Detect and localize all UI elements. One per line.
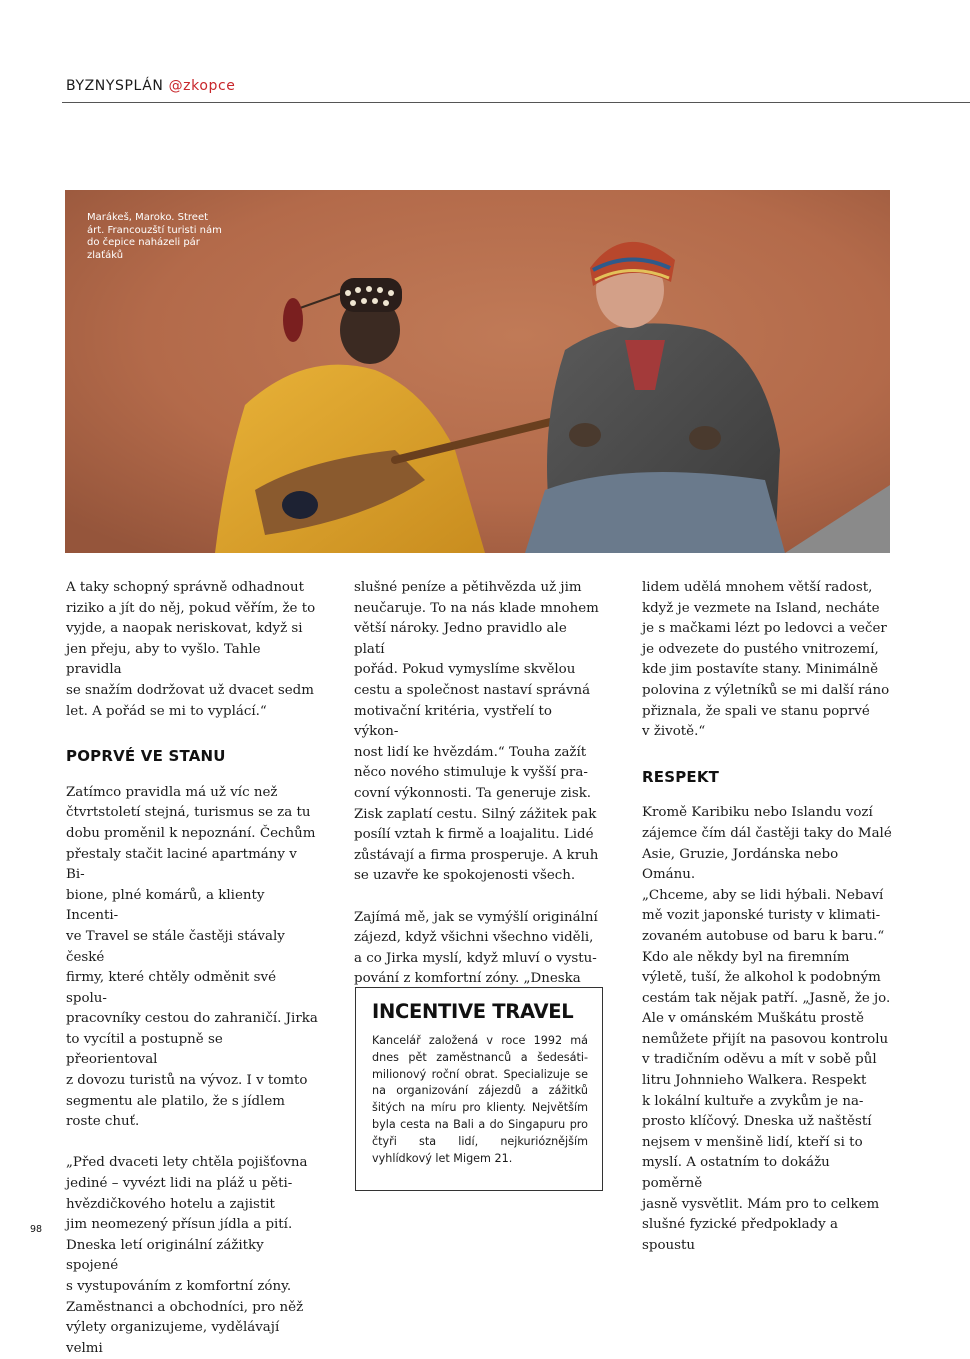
text-line: nemůžete přijít na pasovou kontrolu (642, 1031, 889, 1047)
glove (282, 491, 318, 519)
text-line: pracovníky cestou do zahraničí. Jirka (66, 1011, 318, 1027)
text-line: slušné peníze a pětihvězda už jim (354, 580, 582, 595)
text-line: něco nového stimuluje k vyšší pra- (354, 765, 588, 781)
text-line: mě vozit japonské turisty v klimati- (642, 908, 881, 924)
text-line: „Chceme, aby se lidi hýbali. Nebaví (642, 887, 884, 903)
text-line: čtvrtstoletí stejná, turismus se za tu (66, 805, 311, 821)
text-line: Zatímco pravidla má už víc než (66, 784, 278, 800)
article-column-3 (642, 578, 892, 1256)
photo-caption (87, 212, 237, 262)
text-line: cestu a společnost nastaví správná (354, 682, 591, 698)
text-line: nost lidí ke hvězdám.“ Touha zažít (354, 744, 587, 760)
text-line: nejsem v menšině lidí, kteří si to (642, 1134, 863, 1150)
text-line: pořád. Pokud vymyslíme skvělou (354, 662, 576, 678)
text-line: firmy, které chtěly odměnit své spolu- (66, 970, 277, 1006)
text-line: segmentu ale platilo, že s jídlem (66, 1093, 285, 1109)
author-handle: @zkopce (168, 78, 236, 94)
text-line: se snažím dodržovat už dvacet sedm (66, 682, 314, 698)
text-line: neučaruje. To na nás klade mnohem (354, 600, 599, 616)
tassel (283, 298, 303, 342)
text-line: je s mačkami lézt po ledovci a večer (642, 621, 887, 637)
text-line: hvězdičkového hotelu a zajistit (66, 1196, 275, 1212)
text-line: z dovozu turistů na vývoz. I v tomto (66, 1073, 308, 1089)
text-line: kde jim postavíte stany. Minimálně (642, 662, 879, 678)
text-line: se uzavře ke spokojenosti všech. (354, 868, 576, 884)
text-line: přestaly stačit laciné apartmány v Bi- (66, 846, 297, 883)
text-line: jim neomezený přísun jídla a pití. (66, 1217, 293, 1233)
caption-line: Marákeš, Maroko. Street (87, 212, 209, 223)
running-header (66, 78, 236, 94)
caption-line: zlaťáků (87, 249, 124, 261)
text-line: riziko a jít do něj, pokud věřím, že to (66, 600, 316, 616)
text-line: bione, plné komárů, a klienty Incenti- (66, 887, 265, 924)
text-line: zovaném autobuse od baru k baru.“ (642, 928, 885, 944)
caption-line: do čepice naházeli pár (87, 237, 200, 248)
article-column-2 (354, 578, 600, 990)
header-divider (62, 102, 970, 103)
text-line: polovina z výletníků se mi další ráno (642, 682, 890, 698)
text-line: a co Jirka myslí, když mluví o vystu- (354, 950, 597, 966)
text-line: přiznala, že spali ve stanu poprvé (642, 703, 870, 719)
text-line: let. A pořád se mi to vyplácí.“ (66, 703, 267, 719)
text-line: když je vezmete na Island, necháte (642, 600, 880, 616)
text-line: prosto klíčový. Dneska už naštěstí (642, 1114, 872, 1130)
text-line: Dneska letí originální zážitky spojené (66, 1237, 264, 1274)
text-line: cestám tak nějak patří. „Jasně, že jo. (642, 990, 891, 1006)
text-line: roste chuť. (66, 1114, 140, 1130)
text-line: Kdo ale někdy byl na firemním (642, 949, 850, 965)
castanet-left (569, 423, 601, 447)
text-line: je odvezete do pustého vnitrozemí, (642, 641, 879, 657)
subheading-respekt: RESPEKT (642, 767, 720, 786)
text-line: zájezd, když všichni všechno viděli, (354, 930, 594, 946)
text-line: větší nároky. Jedno pravidlo ale platí (354, 621, 567, 657)
article-column-1 (66, 578, 318, 1359)
text-line: litru Johnnieho Walkera. Respekt (642, 1073, 867, 1089)
text-line: zájemce čím dál častěji taky do Malé (642, 825, 892, 841)
section-name: BYZNYSPLÁN (66, 78, 164, 94)
text-line: v tradičním oděvu a mít v sobě půl (642, 1052, 877, 1068)
text-line: Asie, Gruzie, Jordánska nebo Ománu. (642, 846, 839, 883)
paragraph-gap (354, 887, 600, 908)
text-line: myslí. A ostatním to dokážu poměrně (642, 1155, 830, 1192)
text-line: dobu proměnil k nepoznání. Čechům (66, 825, 316, 841)
text-line: zůstávají a firma prosperuje. A kruh (354, 847, 599, 863)
text-line: slušné fyzické předpoklady a spoustu (642, 1217, 838, 1253)
text-line: lidem udělá mnohem větší radost, (642, 580, 873, 595)
paragraph-gap (66, 1133, 318, 1154)
subheading-poprve-ve-stanu: POPRVÉ VE STANU (66, 747, 226, 766)
text-line: Zisk zaplatí cestu. Silný zážitek pak (354, 806, 597, 822)
box-body: Kancelář založená v roce 1992 má dnes pět zaměstnanců a šedesátimilionový roční obrat. Specializuje se na organizování zájezdů a zážitků šitých na míru pro klienty. Největším byla cesta na Bali a do Singapuru pro čtyři sta lidí, nejkurióznějším vyhlídkový let Migem 21. (372, 1034, 588, 1165)
text-line: jen přeju, aby to vyšlo. Tahle pravidla (66, 641, 261, 678)
text-line: pování z komfortní zóny. „Dneska (354, 971, 581, 987)
text-line: „Před dvaceti lety chtěla pojišťovna (66, 1155, 308, 1171)
caption-line: árt. Francouzští turisti nám (87, 224, 222, 236)
text-line: jasně vysvětlit. Mám pro to celkem (642, 1196, 880, 1212)
text-line: to vycítil a postupně se přeorientoval (66, 1031, 223, 1068)
text-line: Zaměstnanci a obchodníci, pro něž (66, 1299, 304, 1315)
text-line: covní výkonnosti. Ta generuje zisk. (354, 785, 592, 801)
text-line: Kromě Karibiku nebo Islandu vozí (642, 805, 873, 821)
text-line: výlety organizujeme, vydělávají velmi (66, 1320, 280, 1356)
text-line: A taky schopný správně odhadnout (66, 580, 305, 595)
text-line: k lokální kultuře a zvykům je na- (642, 1093, 864, 1109)
incentive-travel-box (355, 987, 603, 1191)
text-line: jediné – vyvézt lidi na pláž u pěti- (66, 1176, 293, 1192)
castanet-right (689, 426, 721, 450)
text-line: ve Travel se stále častěji stávaly české (66, 928, 285, 965)
text-line: vyjde, a naopak neriskovat, když si (66, 621, 303, 637)
text-line: s vystupováním z komfortní zóny. (66, 1279, 292, 1294)
text-line: Ale v ománském Muškátu prostě (642, 1011, 864, 1027)
page-number: 98 (30, 1224, 43, 1235)
text-line: motivační kritéria, vystřelí to výkon- (354, 703, 552, 740)
text-line: posílí vztah k firmě a loajalitu. Lidé (354, 827, 594, 843)
text-line: v životě.“ (642, 724, 706, 740)
text-line: výletě, tuší, že alkohol k podobným (642, 970, 881, 986)
text-line: Zajímá mě, jak se vymýšlí originální (354, 909, 598, 925)
jeans (525, 472, 785, 553)
article-photo (65, 190, 890, 553)
box-title: INCENTIVE TRAVEL (372, 1000, 574, 1023)
